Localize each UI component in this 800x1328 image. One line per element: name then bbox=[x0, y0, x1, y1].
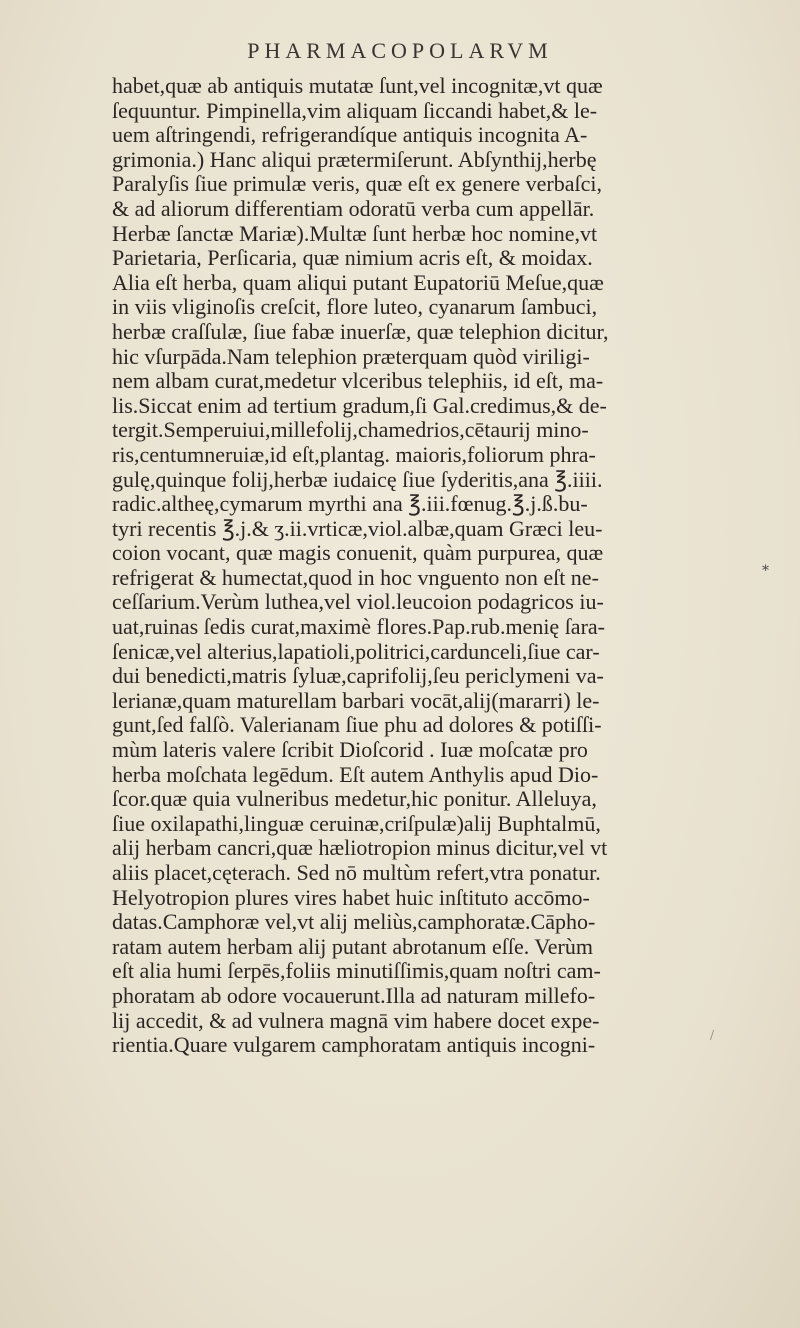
text-line: gulę,quinque folij,herbæ iudaicę ſiue ſyderitis,ana ℥.iiii. bbox=[112, 467, 603, 492]
running-head: PHARMACOPOLARVM bbox=[247, 38, 553, 63]
text-line: ſcor.quæ quia vulneribus medetur,hic ponitur. Alleluya, bbox=[112, 787, 597, 812]
text-line: rientia.Quare vulgarem camphoratam antiquis incogni- bbox=[112, 1033, 596, 1058]
text-line: ceſſarium.Verùm luthea,vel viol.leucoion podagricos iu- bbox=[112, 590, 604, 615]
text-line: mùm lateris valere ſcribit Dioſcorid . Iuæ moſcatæ pro bbox=[112, 738, 588, 763]
text-line: tyri recentis ℥.j.& ʒ.ii.vrticæ,viol.albæ,quam Græci leu- bbox=[112, 516, 603, 541]
text-line: eſt alia humi ſerpēs,foliis minutiſſimis,quam noſtri cam- bbox=[112, 959, 601, 984]
text-line: Alia eſt herba, quam aliqui putant Eupatoriū Meſue,quæ bbox=[112, 270, 604, 295]
text-line: gunt,ſed falſò. Valerianam ſiue phu ad dolores & potiſſi- bbox=[112, 713, 602, 738]
text-line: Paralyſis ſiue primulæ veris, quæ eſt ex genere verbaſci, bbox=[112, 172, 602, 197]
text-line: & ad aliorum differentiam odoratū verba cum appellār. bbox=[112, 196, 595, 221]
text-line: aliis placet,cęterach. Sed nō multùm refert,vtra ponatur. bbox=[112, 861, 601, 885]
text-line: ratam autem herbam alij putant abrotanum eſſe. Verùm bbox=[112, 934, 593, 959]
text-line: Helyotropion plures vires habet huic inſtituto accōmo- bbox=[112, 885, 590, 910]
text-line: herba moſchata legēdum. Eſt autem Anthylis apud Dio- bbox=[112, 762, 599, 787]
text-line: tergit.Semperuiui,millefolij,chamedrios,cētaurij mino- bbox=[112, 418, 589, 443]
body-text bbox=[112, 74, 752, 1058]
text-line: dui benedicti,matris ſyluæ,caprifolij,ſeu periclymeni va- bbox=[112, 664, 604, 689]
text-line: Herbæ ſanctæ Mariæ).Multæ ſunt herbæ hoc nomine,vt bbox=[112, 221, 598, 246]
text-line: grimonia.) Hanc aliqui prætermiſerunt. Abſynthij,herbę bbox=[112, 147, 597, 172]
margin-mark: * bbox=[762, 563, 769, 579]
text-line: uem aſtringendi, refrigerandíque antiquis incognita A- bbox=[112, 123, 588, 148]
text-line: habet,quæ ab antiquis mutatæ ſunt,vel incognitæ,vt quæ bbox=[112, 74, 603, 98]
text-line: herbæ craſſulæ, ſiue fabæ inuerſæ, quæ telephion dicitur, bbox=[112, 319, 609, 344]
text-line: uat,ruinas ſedis curat,maximè flores.Pap.rub.menię ſara- bbox=[112, 615, 605, 640]
text-line: radic.altheę,cymarum myrthi ana ℥.iii.fœnug.℥.j.ß.bu- bbox=[112, 492, 588, 517]
text-line: refrigerat & humectat,quod in hoc vnguento non eſt ne- bbox=[112, 565, 599, 590]
text-line: ſequuntur. Pimpinella,vim aliquam ſiccandi habet,& le- bbox=[112, 98, 598, 123]
text-line: alij herbam cancri,quæ hæliotropion minus dicitur,vel vt bbox=[112, 836, 608, 861]
text-line: ſiue oxilapathi,linguæ ceruinæ,criſpulæ)alij Buphtalmū, bbox=[112, 811, 601, 836]
text-line: nem albam curat,medetur vlceribus telephiis, id eſt, ma- bbox=[112, 369, 604, 394]
text-line: lij accedit, & ad vulnera magnā vim habere docet expe- bbox=[112, 1008, 600, 1033]
text-line: ſenicæ,vel alterius,lapatioli,politrici,cardunceli,ſiue car- bbox=[112, 639, 600, 664]
text-line: hic vſurpāda.Nam telephion præterquam quòd viriligi- bbox=[112, 344, 590, 369]
margin-mark: / bbox=[710, 1028, 715, 1042]
text-line: ris,centumneruiæ,id eſt,plantag. maioris,foliorum phra- bbox=[112, 442, 596, 467]
text-line: Parietaria, Perſicaria, quæ nimium acris eſt, & moidax. bbox=[112, 246, 593, 271]
text-line: coion vocant, quæ magis conuenit, quàm purpurea, quæ bbox=[112, 541, 604, 566]
text-line: in viis vliginoſis creſcit, flore luteo, cyanarum ſambuci, bbox=[112, 295, 598, 320]
text-line: lis.Siccat enim ad tertium gradum,ſi Gal.credimus,& de- bbox=[112, 393, 607, 418]
text-line: datas.Camphoræ vel,vt alij meliùs,camphoratæ.Cāpho- bbox=[112, 910, 596, 935]
text-line: lerianæ,quam maturellam barbari vocāt,alij(mararri) le- bbox=[112, 688, 600, 713]
text-line: phoratam ab odore vocauerunt.Illa ad naturam millefo- bbox=[112, 983, 596, 1008]
